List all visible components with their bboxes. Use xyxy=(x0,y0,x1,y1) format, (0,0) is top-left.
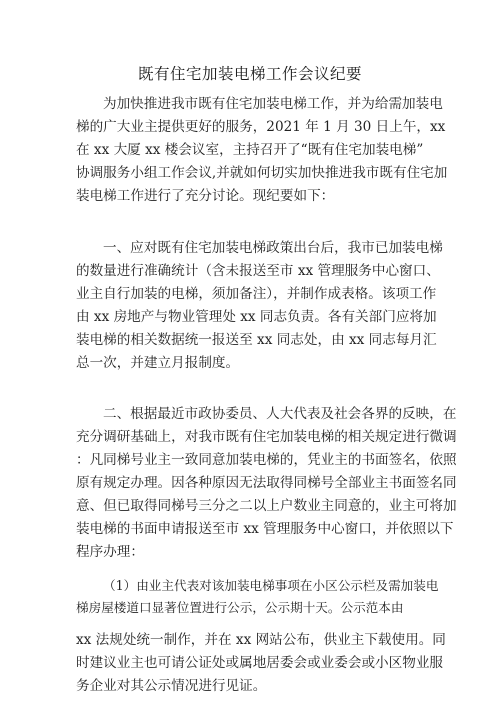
text-line: 业主自行加装的电梯，须加备注），并制作成表格。该项工作 xyxy=(76,286,437,302)
text-line: 装电梯工作进行了充分讨论。现纪要如下： xyxy=(76,188,335,204)
document-title: 既有住宅加装电梯工作会议纪要 xyxy=(137,65,362,83)
text-line: 意、但已取得同梯号三分之二以上户数业主同意的，业主可将加 xyxy=(76,498,457,514)
text-line: 总一次，并建立月报制度。 xyxy=(76,355,240,371)
text-line: xx 法规处统一制作，并在 xx 网站公布，供业主下载使用。同 xyxy=(76,632,446,648)
text-line: （1）由业主代表对该加装电梯事项在小区公示栏及需加装电 xyxy=(103,578,439,593)
text-line: 梯房屋楼道口显著位置进行公示，公示期十天。公示范本由 xyxy=(76,600,404,615)
text-line: ：凡同梯号业主一致同意加装电梯的，凭业主的书面签名，依照 xyxy=(76,452,457,468)
text-line: 梯的广大业主提供更好的服务，2021 年 1 月 30 日上午，xx xyxy=(76,119,446,135)
text-line: 由 xx 房地产与物业管理处 xx 同志负责。各有关部门应将加 xyxy=(76,309,437,325)
text-line: 的数量进行准确统计（含未报送至市 xx 管理服务中心窗口、 xyxy=(76,263,440,279)
text-line: 原有规定办理。因各种原因无法取得同梯号全部业主书面签名同 xyxy=(76,475,457,491)
text-line: 装电梯的书面申请报送至市 xx 管理服务中心窗口，并依照以下 xyxy=(76,521,454,537)
text-line: 时建议业主也可请公证处或属地居委会或业委会或小区物业服 xyxy=(76,655,444,671)
text-line: 务企业对其公示情况进行见证。 xyxy=(76,678,267,694)
text-line: 协调服务小组工作会议,并就如何切实加快推进我市既有住宅加 xyxy=(76,165,448,181)
text-line: 一、应对既有住宅加装电梯政策出台后，我市已加装电梯 xyxy=(103,240,443,256)
text-line: 为加快推进我市既有住宅加装电梯工作，并为给需加装电 xyxy=(103,96,443,112)
text-line: 充分调研基础上，对我市既有住宅加装电梯的相关规定进行微调 xyxy=(76,429,457,445)
text-line: 装电梯的相关数据统一报送至 xx 同志处，由 xx 同志每月汇 xyxy=(76,332,437,348)
text-line: 程序办理： xyxy=(76,544,144,560)
text-line: 在 xx 大厦 xx 楼会议室，主持召开了“既有住宅加装电梯” xyxy=(76,142,424,158)
text-line: 二、根据最近市政协委员、人大代表及社会各界的反映，在 xyxy=(103,406,457,422)
